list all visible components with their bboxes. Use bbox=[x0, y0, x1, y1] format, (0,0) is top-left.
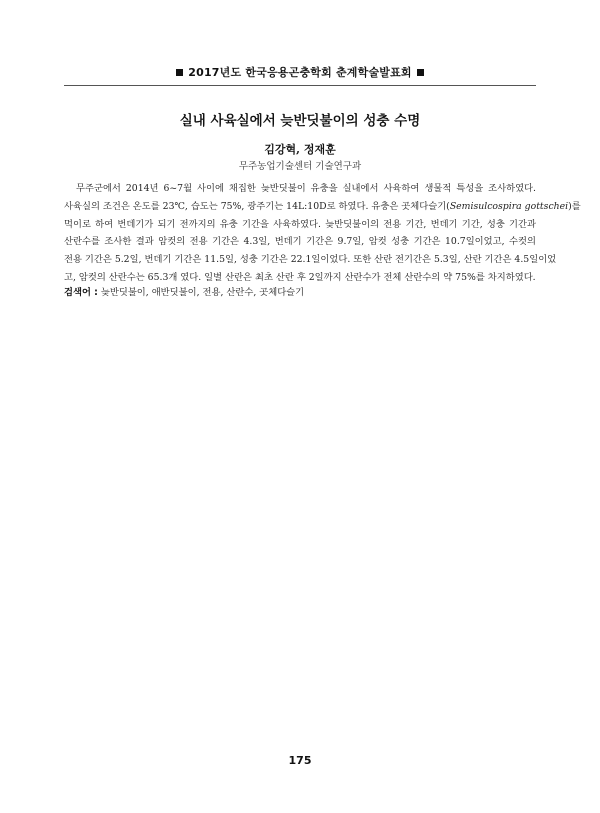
paper-title: 실내 사육실에서 늦반딧불이의 성충 수명 bbox=[179, 113, 421, 129]
page-number: 175 bbox=[288, 754, 312, 767]
keywords bbox=[64, 284, 536, 298]
abstract-line: 사육실의 조건은 온도를 23℃, 습도는 75%, 광주기는 14L:10D로 하였다. 유충은 곳체다슬기(Semisulcospira gottschei)를 bbox=[64, 200, 581, 212]
abstract bbox=[64, 180, 581, 287]
abstract-line: 고, 암컷의 산란수는 65.3개 였다. 일별 산란은 최초 산란 후 2일까지 산란수가 전체 산란수의 약 75%를 차지하였다. bbox=[64, 271, 536, 283]
paper-affiliation: 무주농업기술센터 기술연구과 bbox=[238, 161, 362, 172]
abstract-line: 먹이로 하여 번데기가 되기 전까지의 유충 기간을 사육하였다. 늦반딧불이의 전용 기간, 번데기 기간, 성충 기간과 bbox=[64, 218, 536, 230]
keywords-label: 검색어 : bbox=[64, 287, 98, 298]
abstract-line: 산란수를 조사한 결과 암컷의 전용 기간은 4.3일, 번데기 기간은 9.7일, 암컷 성충 기간은 10.7일이었고, 수컷의 bbox=[64, 236, 536, 248]
square-bullet-icon bbox=[417, 69, 424, 76]
conference-header bbox=[64, 64, 536, 80]
abstract-line: 무주군에서 2014년 6~7월 사이에 채집한 늦반딧불이 유충을 실내에서 사육하여 생물적 특성을 조사하였다. bbox=[76, 183, 536, 194]
conference-name: 2017년도 한국응용곤충학회 춘계학술발표회 bbox=[188, 66, 412, 79]
header-rule bbox=[64, 85, 536, 86]
paper-authors: 김강혁, 정재훈 bbox=[264, 143, 336, 156]
keywords-list: 늦반딧불이, 애반딧불이, 전용, 산란수, 곳체다슬기 bbox=[100, 287, 305, 298]
square-bullet-icon bbox=[176, 69, 183, 76]
species-name: Semisulcospira gottschei bbox=[449, 200, 569, 212]
abstract-line: 전용 기간은 5.2일, 번데기 기간은 11.5일, 성충 기간은 22.1일이었다. 또한 산란 전기간은 5.3일, 산란 기간은 4.5일이었 bbox=[64, 254, 557, 266]
